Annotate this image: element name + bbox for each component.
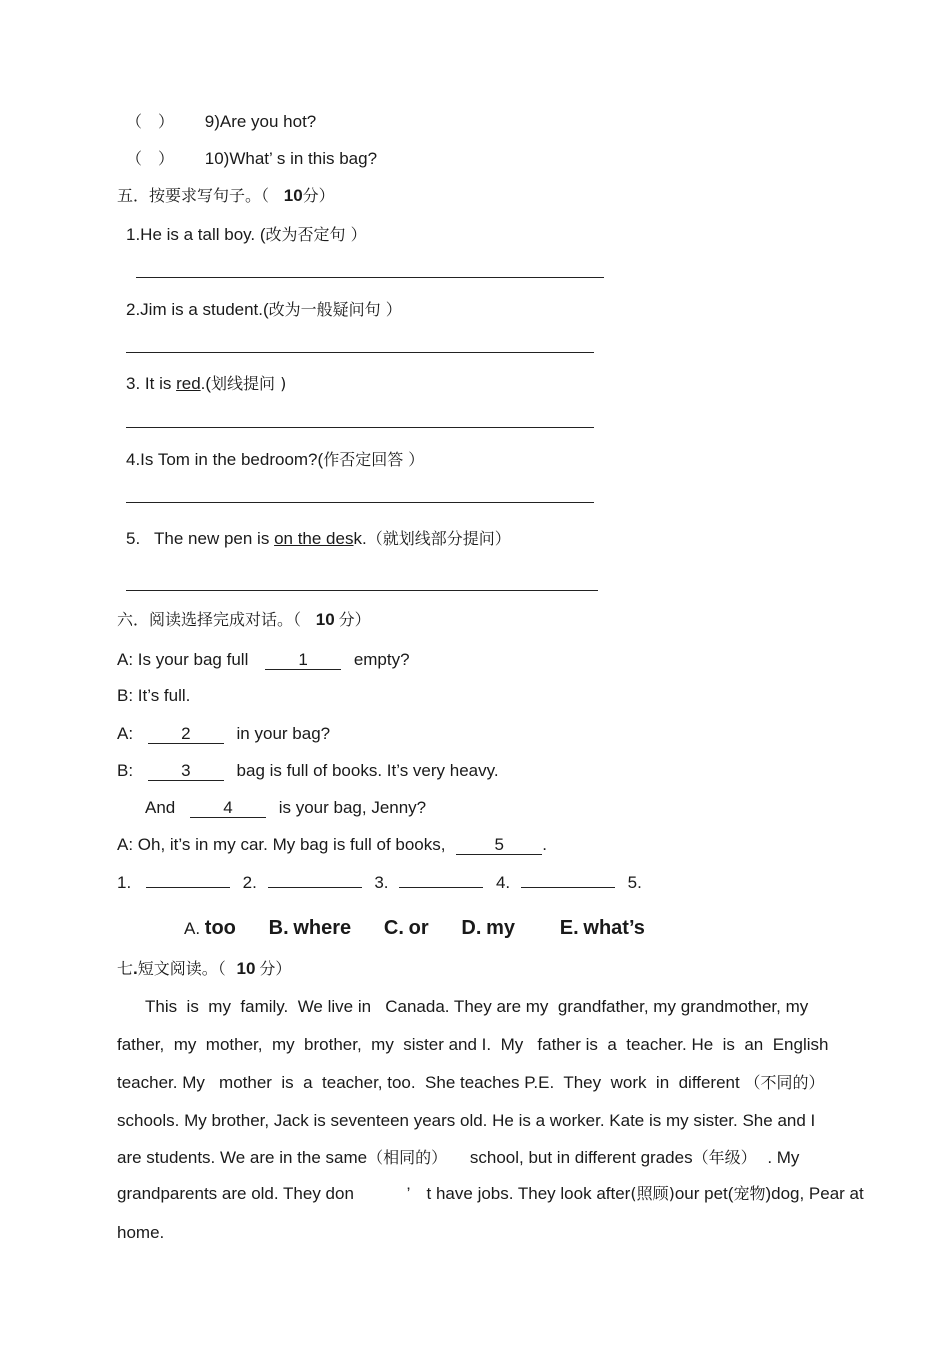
sec5-question-3: 3. It is red.(划线提问 ) [126,374,287,393]
answer-paren: （ ） [126,149,175,168]
sec5-question-5: 5. The new pen is on the desk.（就划线部分提问） [126,529,511,548]
q4-item-10 [126,149,377,169]
sec5-question-4: 4.Is Tom in the bedroom?(作否定回答 ） [126,450,425,469]
question-text: 10)What’ s in this bag? [204,149,378,168]
blank-4[interactable]: 4 [190,799,266,818]
dialogue-line-5: And 4 is your bag, Jenny? [145,798,427,817]
option-e: E. what’s [559,917,645,939]
passage-line-5: are students. We are in the same（相同的） school, but in different grades（年级） . My [117,1148,800,1167]
section-7-title: 七.短文阅读。（ 10 分） [117,959,292,978]
blank-2[interactable]: 2 [148,725,224,744]
section-6-title: 六．阅读选择完成对话。（ 10 分） [117,610,371,629]
answer-row: 1. 2. 3. 4. 5. [117,873,642,892]
dialogue-line-2: B: It’s full. [117,686,191,705]
option-a: A. too [184,917,236,939]
answer-blank-2[interactable] [268,887,362,888]
dialogue-line-4: B: 3 bag is full of books. It’s very heavy. [117,761,499,780]
dialogue-line-3: A: 2 in your bag? [117,724,331,743]
answer-blank-1[interactable] [146,887,230,888]
blank-3[interactable]: 3 [148,762,224,781]
passage-line-7: home. [117,1223,165,1242]
passage-line-4: schools. My brother, Jack is seventeen years old. He is a worker. Kate is my sister. She and I [117,1111,816,1130]
blank-1[interactable]: 1 [265,651,341,670]
answer-line-4[interactable] [126,502,594,503]
sec5-question-1: 1.He is a tall boy. (改为否定句 ） [126,225,367,244]
answer-line-2[interactable] [126,352,594,353]
section-5-title: 五．按要求写句子。（ 10分） [117,186,335,205]
passage-line-3: teacher. My mother is a teacher, too. She teaches P.E. They work in different （不同的） [117,1073,825,1092]
dialogue-line-1: A: Is your bag full 1 empty? [117,650,410,669]
option-b: B. where [268,917,352,939]
passage-line-6: grandparents are old. They don ’ t have jobs. They look after(照顾)our pet(宠物)dog, Pear at [117,1184,864,1203]
answer-blank-3[interactable] [399,887,483,888]
answer-line-5[interactable] [126,590,598,591]
answer-blank-4[interactable] [521,887,615,888]
blank-5[interactable]: 5 [456,836,542,855]
answer-paren: （ ） [126,112,175,131]
q4-item-9 [126,112,316,132]
sec5-question-2: 2.Jim is a student.(改为一般疑问句 ） [126,300,402,319]
dialogue-line-6: A: Oh, it’s in my car. My bag is full of books, 5 . [117,835,547,854]
option-c: C. or [383,917,429,939]
options-row [184,916,645,941]
question-text: 9)Are you hot? [204,112,317,131]
option-d: D. my [461,917,516,939]
answer-line-3[interactable] [126,427,594,428]
passage-line-2: father, my mother, my brother, my sister and I. My father is a teacher. He is an English [117,1035,829,1054]
passage-line-1: This is my family. We live in Canada. They are my grandfather, my grandmother, my [145,997,809,1016]
answer-line-1[interactable] [136,277,604,278]
